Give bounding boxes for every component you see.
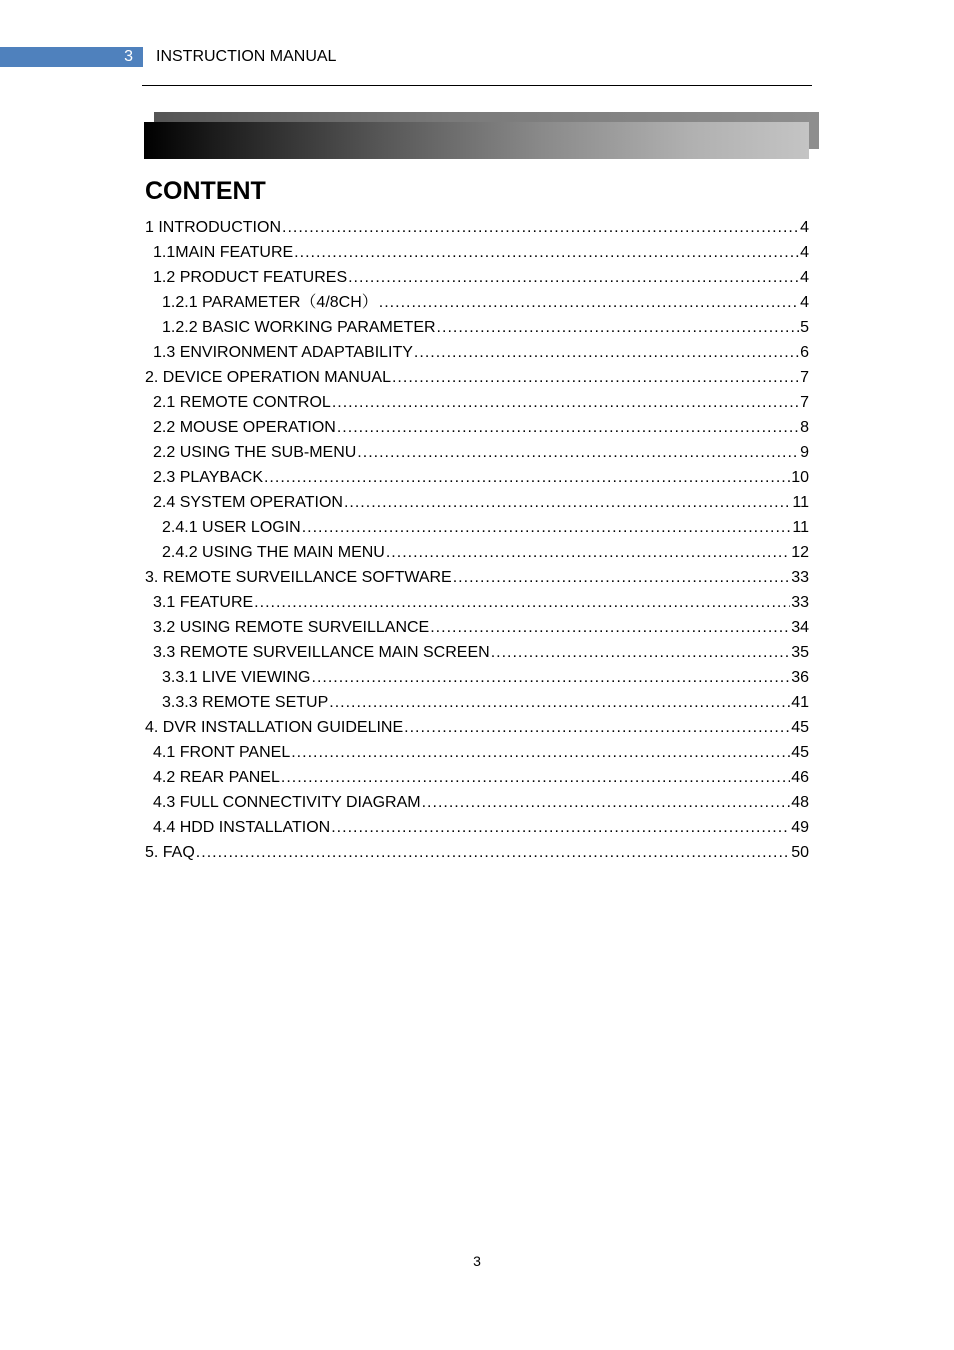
toc-entry[interactable] (145, 790, 809, 815)
toc-entry-page: 45 (791, 719, 809, 736)
toc-entry-label: 3.2 USING REMOTE SURVEILLANCE (153, 619, 430, 636)
table-of-contents (145, 215, 809, 865)
toc-entry-label: 1.2.2 BASIC WORKING PARAMETER (162, 319, 436, 336)
toc-dot-leader (294, 240, 799, 265)
toc-entry-page: 48 (791, 794, 809, 811)
toc-entry-label: 2.4.1 USER LOGIN (162, 519, 301, 536)
toc-entry-label: 3.1 FEATURE (153, 594, 254, 611)
toc-dot-leader (281, 765, 790, 790)
header-page-number: 3 (124, 48, 133, 65)
toc-entry-label: 2.4 SYSTEM OPERATION (153, 494, 343, 511)
toc-dot-leader (453, 565, 790, 590)
toc-entry-page: 11 (792, 494, 809, 511)
toc-entry-page: 4 (800, 219, 809, 236)
toc-entry[interactable] (145, 540, 809, 565)
toc-entry-page: 46 (791, 769, 809, 786)
toc-dot-leader (348, 265, 799, 290)
toc-entry-page: 50 (791, 844, 809, 861)
toc-entry[interactable] (145, 440, 809, 465)
toc-entry[interactable] (145, 340, 809, 365)
toc-entry-page: 34 (791, 619, 809, 636)
toc-dot-leader (282, 215, 799, 240)
toc-entry[interactable] (145, 415, 809, 440)
toc-entry[interactable] (145, 815, 809, 840)
toc-entry[interactable] (145, 490, 809, 515)
toc-entry-label: 2.4.2 USING THE MAIN MENU (162, 544, 385, 561)
toc-entry-label: 4.1 FRONT PANEL (153, 744, 291, 761)
toc-entry[interactable] (145, 715, 809, 740)
toc-entry[interactable] (145, 765, 809, 790)
toc-dot-leader (414, 340, 799, 365)
toc-dot-leader (379, 290, 799, 315)
toc-entry-page: 5 (800, 319, 809, 336)
toc-dot-leader (392, 365, 799, 390)
toc-dot-leader (337, 415, 799, 440)
toc-entry-page: 4 (800, 244, 809, 261)
header-divider (142, 85, 812, 86)
toc-dot-leader (344, 490, 791, 515)
toc-dot-leader (196, 840, 790, 865)
footer-page-number: 3 (473, 1253, 481, 1269)
toc-entry-label: 2.1 REMOTE CONTROL (153, 394, 331, 411)
toc-entry-label: 2.2 MOUSE OPERATION (153, 419, 336, 436)
toc-entry-label: 2.3 PLAYBACK (153, 469, 263, 486)
toc-entry-page: 4 (800, 294, 809, 311)
toc-entry-label: 3.3.3 REMOTE SETUP (162, 694, 329, 711)
toc-entry-page: 36 (791, 669, 809, 686)
toc-dot-leader (329, 690, 790, 715)
toc-dot-leader (430, 615, 790, 640)
toc-entry-label: 4.3 FULL CONNECTIVITY DIAGRAM (153, 794, 421, 811)
toc-entry-label: 1.3 ENVIRONMENT ADAPTABILITY (153, 344, 413, 361)
toc-entry[interactable] (145, 565, 809, 590)
toc-dot-leader (422, 790, 791, 815)
toc-entry-label: 1.2.1 PARAMETER（4/8CH） (162, 294, 378, 311)
toc-entry-page: 45 (791, 744, 809, 761)
toc-entry[interactable] (145, 515, 809, 540)
toc-entry[interactable] (145, 615, 809, 640)
section-banner (144, 122, 809, 159)
toc-entry-page: 7 (800, 369, 809, 386)
toc-entry[interactable] (145, 290, 809, 315)
toc-entry[interactable] (145, 240, 809, 265)
toc-entry-page: 6 (800, 344, 809, 361)
toc-entry[interactable] (145, 840, 809, 865)
toc-entry-label: 2.2 USING THE SUB-MENU (153, 444, 357, 461)
toc-entry-label: 4.2 REAR PANEL (153, 769, 280, 786)
toc-entry[interactable] (145, 690, 809, 715)
toc-dot-leader (302, 515, 792, 540)
page-title: CONTENT (145, 177, 266, 205)
toc-entry-label: 2. DEVICE OPERATION MANUAL (145, 369, 391, 386)
toc-entry-label: 1 INTRODUCTION (145, 219, 281, 236)
toc-entry-label: 3.3 REMOTE SURVEILLANCE MAIN SCREEN (153, 644, 490, 661)
toc-entry-page: 7 (800, 394, 809, 411)
toc-entry[interactable] (145, 390, 809, 415)
toc-entry-page: 49 (791, 819, 809, 836)
toc-dot-leader (291, 740, 790, 765)
toc-entry-page: 33 (791, 569, 809, 586)
toc-entry-page: 11 (792, 519, 809, 536)
toc-entry-page: 41 (791, 694, 809, 711)
toc-entry-page: 9 (800, 444, 809, 461)
toc-entry-page: 8 (800, 419, 809, 436)
toc-dot-leader (312, 665, 791, 690)
header-page-tab (0, 47, 143, 67)
toc-dot-leader (254, 590, 790, 615)
toc-dot-leader (331, 815, 790, 840)
toc-entry-label: 4. DVR INSTALLATION GUIDELINE (145, 719, 404, 736)
toc-entry[interactable] (145, 640, 809, 665)
toc-entry-page: 33 (791, 594, 809, 611)
toc-entry-page: 10 (791, 469, 809, 486)
toc-entry-label: 4.4 HDD INSTALLATION (153, 819, 331, 836)
toc-entry[interactable] (145, 265, 809, 290)
toc-dot-leader (437, 315, 800, 340)
toc-entry-label: 1.2 PRODUCT FEATURES (153, 269, 348, 286)
toc-dot-leader (357, 440, 799, 465)
toc-entry-page: 12 (791, 544, 809, 561)
toc-entry-label: 1.1MAIN FEATURE (153, 244, 294, 261)
toc-entry-page: 4 (800, 269, 809, 286)
toc-entry[interactable] (145, 740, 809, 765)
toc-entry[interactable] (145, 215, 809, 240)
toc-entry[interactable] (145, 665, 809, 690)
toc-entry-label: 5. FAQ (145, 844, 195, 861)
toc-entry[interactable] (145, 365, 809, 390)
toc-entry[interactable] (145, 590, 809, 615)
toc-dot-leader (386, 540, 790, 565)
toc-entry-page: 35 (791, 644, 809, 661)
toc-entry[interactable] (145, 465, 809, 490)
toc-dot-leader (332, 390, 799, 415)
toc-entry-label: 3. REMOTE SURVEILLANCE SOFTWARE (145, 569, 452, 586)
toc-dot-leader (404, 715, 790, 740)
toc-entry-label: 3.3.1 LIVE VIEWING (162, 669, 311, 686)
toc-dot-leader (264, 465, 790, 490)
header-title: INSTRUCTION MANUAL (156, 48, 337, 65)
toc-dot-leader (491, 640, 791, 665)
toc-entry[interactable] (145, 315, 809, 340)
